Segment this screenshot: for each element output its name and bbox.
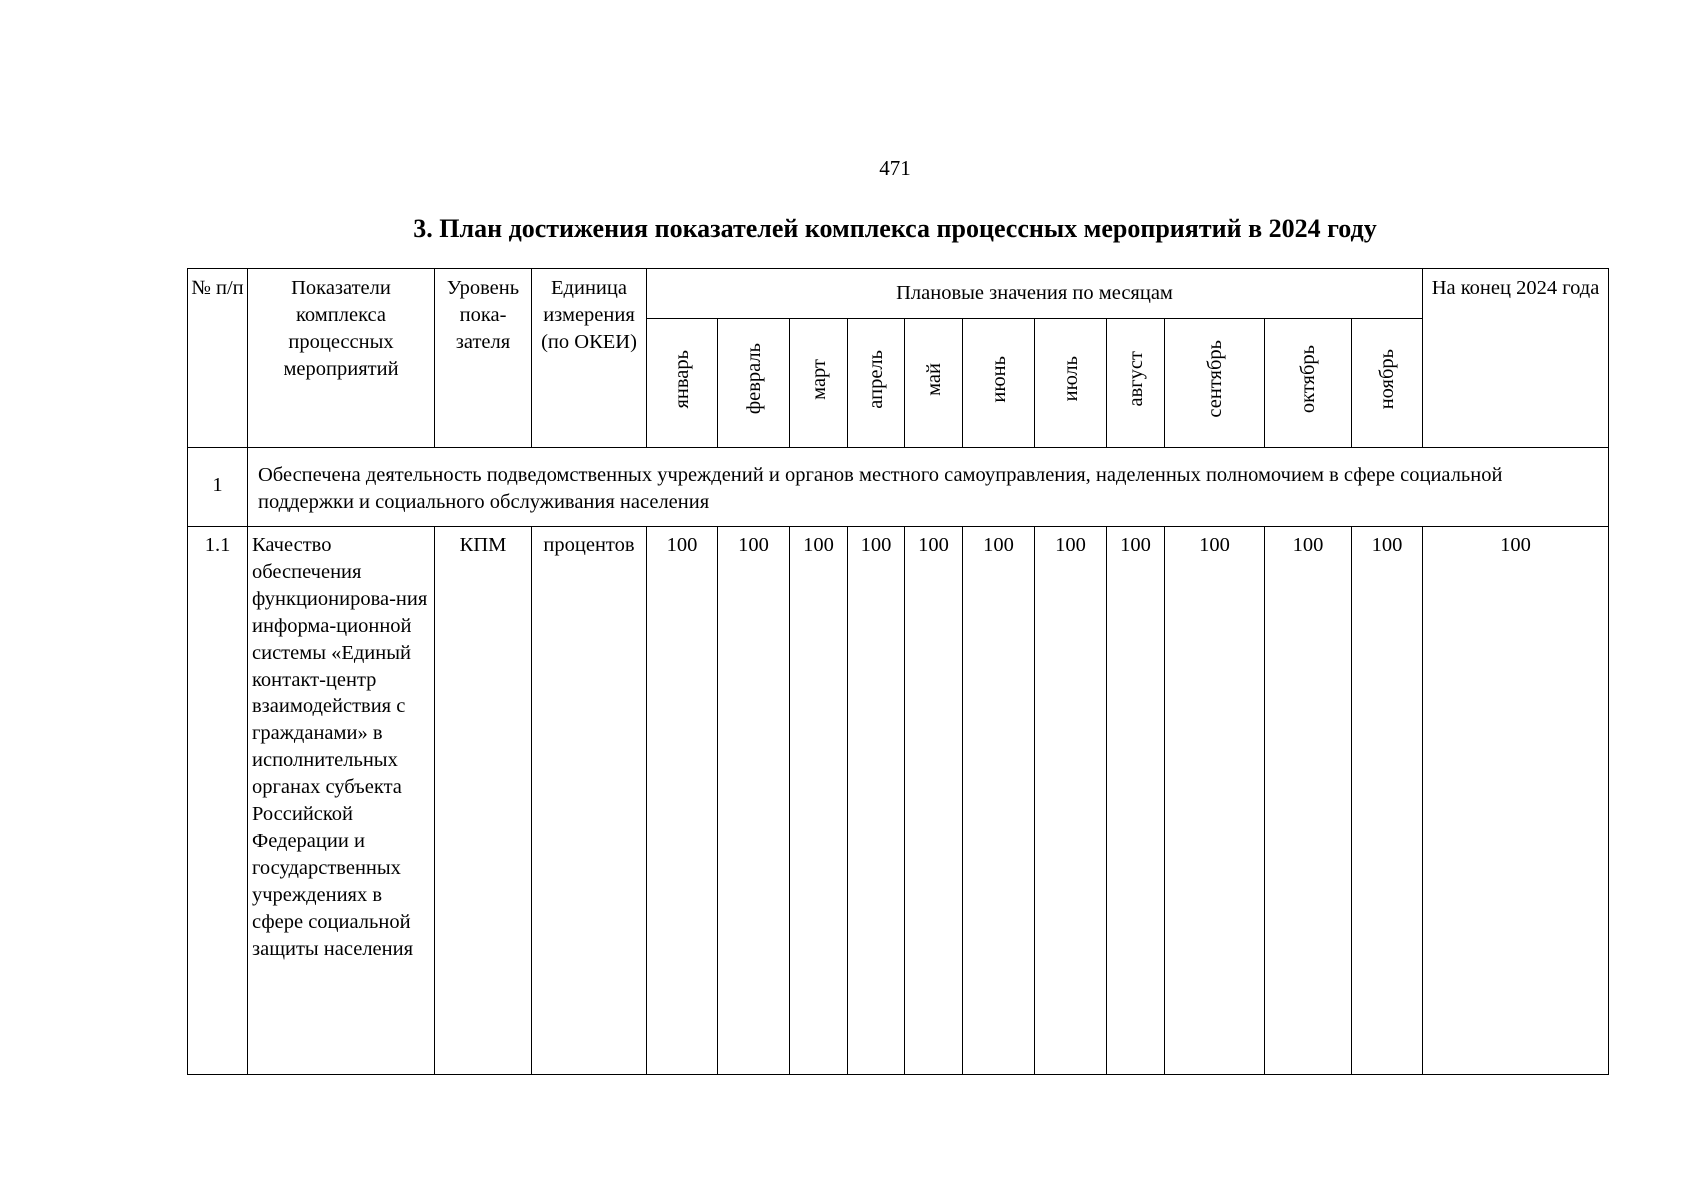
row-num: 1.1 <box>188 527 248 1075</box>
month-label: апрель <box>865 349 887 409</box>
row-value: 100 <box>718 527 790 1075</box>
page-number: 471 <box>879 156 911 180</box>
table-row <box>188 527 1609 1075</box>
row-value: 100 <box>848 527 905 1075</box>
row-value: 100 <box>790 527 848 1075</box>
row-value: 100 <box>1107 527 1165 1075</box>
month-label: май <box>922 362 945 396</box>
header-unit: Единица измерения (по ОКЕИ) <box>532 269 647 448</box>
row-value: 100 <box>1035 527 1107 1075</box>
row-value: 100 <box>1265 527 1352 1075</box>
row-value: 100 <box>905 527 963 1075</box>
month-header <box>905 319 963 448</box>
row-value: 100 <box>1352 527 1423 1075</box>
header-level: Уровень пока-зателя <box>435 269 532 448</box>
header-num: № п/п <box>188 269 248 448</box>
month-header <box>1107 319 1165 448</box>
month-label: июль <box>1059 356 1082 402</box>
month-header <box>1265 319 1352 448</box>
month-header <box>647 319 718 448</box>
row-value: 100 <box>1165 527 1265 1075</box>
row-value: 100 <box>647 527 718 1075</box>
section-num: 1 <box>188 448 248 527</box>
row-unit: процентов <box>532 527 647 1075</box>
month-header <box>1352 319 1423 448</box>
month-header <box>718 319 790 448</box>
month-header <box>1035 319 1107 448</box>
month-header <box>848 319 905 448</box>
section-text: Обеспечена деятельность подведомственных учреждений и органов местного самоуправления, наделенных полномочием в сфере социальной поддержки и социального обслуживания населения <box>248 448 1609 527</box>
row-indicator-name: Качество обеспечения функционирова-ния информа-ционной системы «Единый контакт-центр взаимодействия с гражданами» в исполнительных органах субъекта Российской Федерации и государственных учреждениях в сфере социальной защиты населения <box>248 527 435 1075</box>
row-year-end: 100 <box>1423 527 1609 1075</box>
month-header <box>963 319 1035 448</box>
month-label: октябрь <box>1297 344 1319 414</box>
month-header <box>1165 319 1265 448</box>
section-row <box>188 448 1609 527</box>
header-monthly: Плановые значения по месяцам <box>647 269 1423 319</box>
month-label: ноябрь <box>1376 348 1399 410</box>
row-value: 100 <box>963 527 1035 1075</box>
header-year-end: На конец 2024 года <box>1423 269 1609 448</box>
month-label: март <box>807 358 830 400</box>
header-row <box>188 269 1609 319</box>
plan-table <box>187 268 1609 1075</box>
header-indicator: Показатели комплекса процессных мероприятий <box>248 269 435 448</box>
row-level: КПМ <box>435 527 532 1075</box>
month-label: сентябрь <box>1203 340 1226 418</box>
month-label: август <box>1124 351 1147 407</box>
month-label: февраль <box>742 343 765 415</box>
month-label: январь <box>671 349 693 409</box>
page-title: 3. План достижения показателей комплекса процессных мероприятий в 2024 году <box>413 214 1377 243</box>
month-header <box>790 319 848 448</box>
month-label: июнь <box>987 355 1010 403</box>
